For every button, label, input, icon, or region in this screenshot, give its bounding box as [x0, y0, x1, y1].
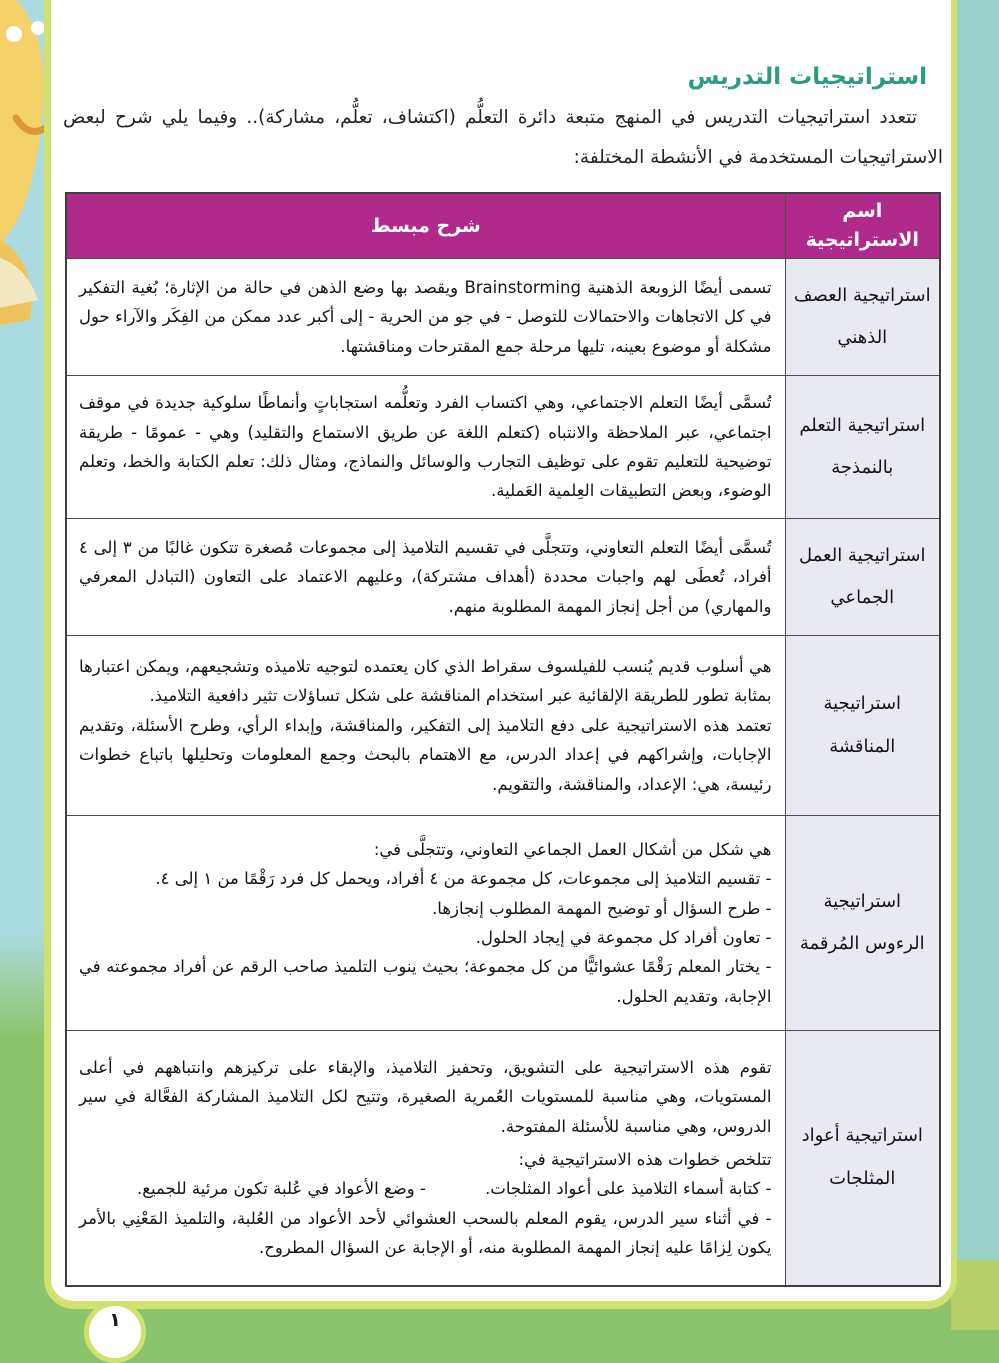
strategy-desc-cell	[66, 376, 785, 519]
strategy-name-cell: استراتيجية العصف الذهني	[785, 259, 940, 376]
bullet-item: - في أثناء سير الدرس، يقوم المعلم بالسحب العشوائي لأحد الأعواد من العُلبة، والتلميذ المَعْنِي بالأمر يكون لِزامًا عليه إنجاز المهمة المطلوبة منه، أو الإجابة عن السؤال المطروح.	[79, 1208, 772, 1258]
bullet-item: - يختار المعلم رَقْمًا عشوائيًّا من كل مجموعة؛ بحيث ينوب التلميذ صاحب الرقم عن أفراد مجموعته في الإجابة، وتقديم الحلول.	[79, 957, 772, 1006]
corner-decoration	[951, 1260, 999, 1330]
page-number-badge: ١	[84, 1301, 146, 1363]
desc-paragraph: تسمى أيضًا الزوبعة الذهنية Brainstorming ويقصد بها وضع الذهن في حالة من الإثارة؛ بُغية التفكير في كل الاتجاهات والاحتمالات للتوصل - في جو من الحرية - إلى أكبر عدد ممكن من الفِكَر والآراء حول مشكلة أو موضوع بعينه، تليها مرحلة جمع المقترحات ومناقشتها.	[79, 277, 772, 356]
bullet-pair-row	[79, 1174, 772, 1203]
table-header-row	[66, 193, 940, 259]
page-body	[44, 0, 957, 1309]
table-row	[66, 376, 940, 519]
strategy-desc-cell	[66, 636, 785, 816]
desc-paragraph: تُسمَّى أيضًا التعلم التعاوني، وتتجلَّى في تقسيم التلاميذ إلى مجموعات مُصغرة تتكون غالبًا من ٣ إلى ٤ أفراد، تُعطَى لهم واجبات محددة (أهداف مشتركة)، وعليهم الاعتماد على التعاون (التبادل المعرفي والمهاري) من أجل إنجاز المهمة المطلوبة منهم.	[79, 537, 772, 616]
bullet-item: - وضع الأعواد في عُلبة تكون مرئية للجميع.	[137, 1179, 426, 1199]
table-row	[66, 636, 940, 816]
strategy-name-cell: استراتيجية أعواد المثلجات	[785, 1031, 940, 1286]
strategy-desc-cell	[66, 816, 785, 1031]
page-title: استراتيجيات التدريس	[687, 64, 927, 90]
strategy-desc-cell	[66, 519, 785, 636]
table-row	[66, 519, 940, 636]
right-margin-decoration	[957, 0, 999, 1262]
desc-paragraph: هي أسلوب قديم يُنسب للفيلسوف سقراط الذي كان يعتمده لتوجيه تلاميذه وتشجيعهم، ويمكن اعتبارها بمثابة تطور للطريقة الإلقائية عبر استخدام المناقشة على شكل تساؤلات تثير دافعية التلاميذ.	[79, 657, 772, 706]
strategies-table-container	[65, 192, 941, 1287]
bullet-item: - تعاون أفراد كل مجموعة في إيجاد الحلول.	[475, 928, 772, 948]
strategy-name-cell: استراتيجية العمل الجماعي	[785, 519, 940, 636]
bullet-item: - طرح السؤال أو توضيح المهمة المطلوب إنجازها.	[432, 898, 772, 918]
strategies-table	[65, 192, 941, 1287]
table-row	[66, 1031, 940, 1286]
strategy-desc-cell	[66, 1031, 785, 1286]
desc-paragraph: تقوم هذه الاستراتيجية على التشويق، وتحفيز التلاميذ، والإبقاء على تركيزهم وانتباههم في أعلى المستويات، وهي مناسبة للمستويات العُمرية الصغيرة، وتتيح لكل التلاميذ المشاركة الفعَّالة في سير الدروس، وهي مناسبة للأسئلة المفتوحة.	[79, 1058, 772, 1136]
strategy-name-cell: استراتيجية الرءوس المُرقمة	[785, 816, 940, 1031]
desc-paragraph: تعتمد هذه الاستراتيجية على دفع التلاميذ إلى التفكير، والمناقشة، وإبداء الرأي، وطرح الأسئلة، وتقديم الإجابات، وإشراكهم في إعداد الدرس، مع الاهتمام بالبحث وجمع المعلومات وتحليلها باتباع خطوات رئيسة، هي: الإعداد، والمناقشة، والتقويم.	[79, 715, 772, 794]
header-strategy-name: اسم الاستراتيجية	[785, 193, 940, 259]
strategy-desc-cell	[66, 259, 785, 376]
strategy-name-cell: استراتيجية التعلم بالنمذجة	[785, 376, 940, 519]
table-row	[66, 816, 940, 1031]
table-row	[66, 259, 940, 376]
bullet-item: - كتابة أسماء التلاميذ على أعواد المثلجات.	[485, 1179, 772, 1199]
intro-text: تتعدد استراتيجيات التدريس في المنهج متبعة دائرة التعلُّم (اكتشاف، تعلُّم، مشاركة).. وفيما يلي شرح لبعض الاستراتيجيات المستخدمة في الأنشطة المختلفة:	[63, 107, 943, 168]
desc-paragraph: تتلخص خطوات هذه الاستراتيجية في:	[518, 1150, 772, 1170]
strategy-name-cell: استراتيجية المناقشة	[785, 636, 940, 816]
header-explanation: شرح مبسط	[66, 193, 785, 259]
desc-paragraph: تُسمَّى أيضًا التعلم الاجتماعي، وهي اكتساب الفرد وتعلُّمه استجاباتٍ وأنماطًا سلوكية جديدة في موقف اجتماعي، عبر الملاحظة والانتباه (كتعلم اللغة عن طريق الاستماع والتقليد) وهي - عمومًا - طريقة توضيحية للتعليم تقوم على توظيف التجارب والوسائل والنماذج، ومثال ذلك: تعلم الكتابة والخط، وتعلم الوضوء، وبعض التطبيقات العِلمية العَملية.	[79, 393, 772, 501]
desc-paragraph: هي شكل من أشكال العمل الجماعي التعاوني، وتتجلَّى في:	[373, 839, 772, 859]
bullet-item: - تقسيم التلاميذ إلى مجموعات، كل مجموعة من ٤ أفراد، ويحمل كل فرد رَقْمًا من ١ إلى ٤.	[155, 869, 772, 889]
